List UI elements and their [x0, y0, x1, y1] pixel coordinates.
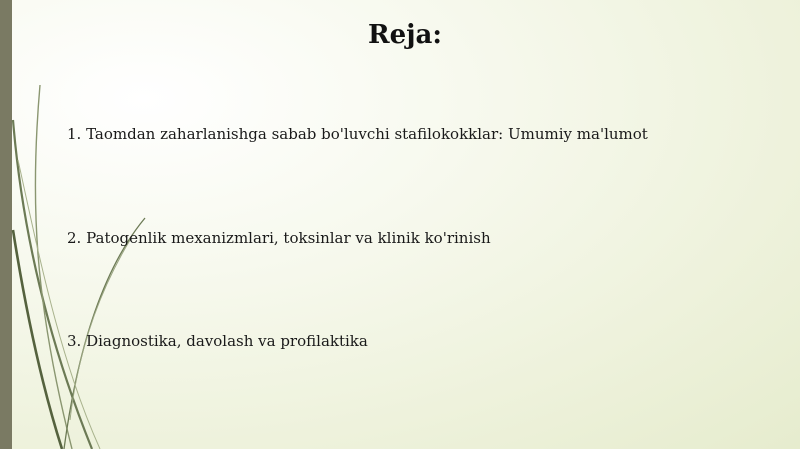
list-item: 3. Diagnostika, davolash va profilaktika: [67, 332, 368, 350]
slide-title: Reja:: [367, 20, 442, 50]
list-item: 2. Patogenlik mexanizmlari, toksinlar va klinik ko'rinish: [67, 229, 491, 247]
list-item: 1. Taomdan zaharlanishga sabab bo'luvchi stafilokokklar: Umumiy ma'lumot: [67, 125, 648, 143]
